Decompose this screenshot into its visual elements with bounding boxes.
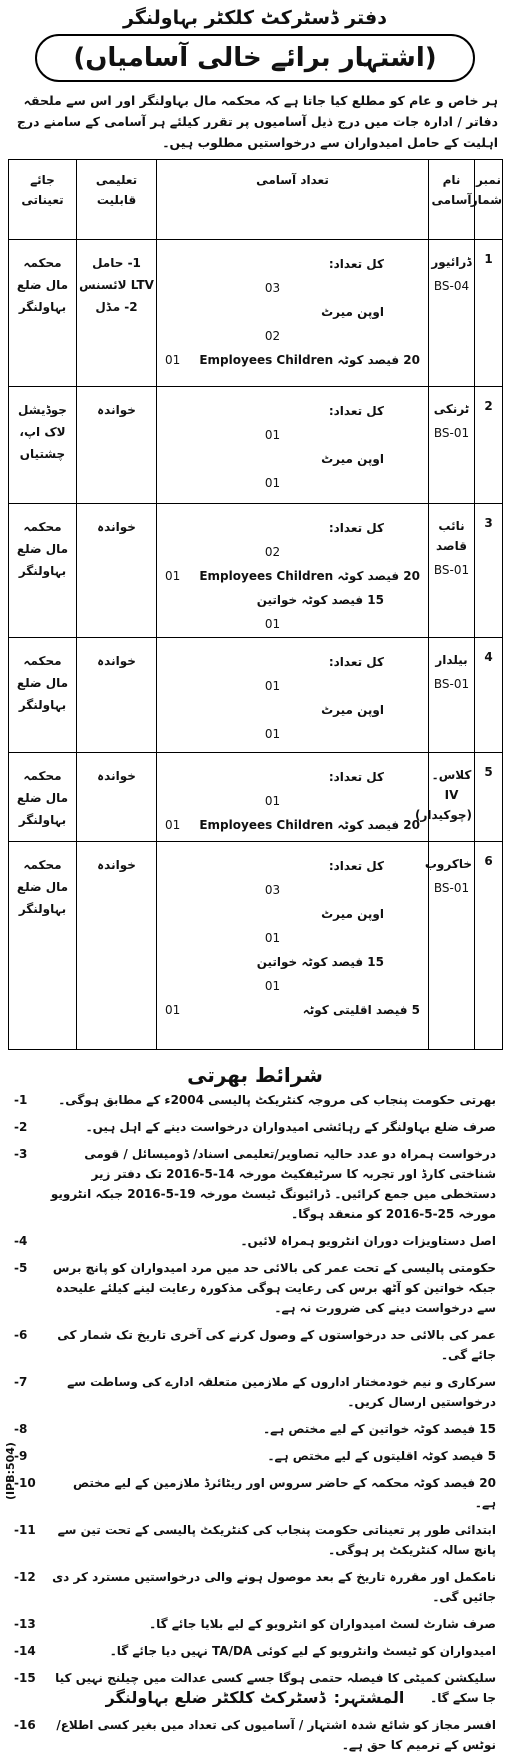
table-header-row [9,160,503,240]
row-qualification: 1- حامل LTV لائسنس 2- مڈل [77,240,157,387]
table-row [9,842,503,1050]
condition-number: -11 [14,1523,36,1537]
condition-number: -7 [14,1375,28,1389]
post-scale: BS-01 [433,677,470,691]
row-qualification: خواندہ [77,753,157,842]
post-title: ٹرنکی [433,402,470,416]
condition-text: 5 فیصد کوٹہ اقلیتوں کے لیے مختص ہے۔ [267,1449,496,1463]
condition-item [14,1473,496,1513]
row-qualification: خواندہ [77,842,157,1050]
count-quota-label: 5 فیصد اقلیتی کوٹہ [302,1003,420,1017]
count-total-value: 03 [264,883,281,897]
count-quota-row [165,998,420,1022]
row-posting-place: محکمہ مال ضلع بہاولنگر [9,753,77,842]
condition-number: -5 [14,1261,28,1275]
condition-item [14,1520,496,1560]
count-open-value: 02 [264,329,281,343]
condition-number: -14 [14,1644,36,1658]
count-open-row [165,902,420,926]
table-row [9,504,503,638]
conditions-list [8,1090,502,1755]
count-total-row [165,399,420,423]
header-qualification: تعلیمی قابلیت [77,160,157,240]
count-total-row [165,765,420,789]
condition-number: -12 [14,1570,36,1584]
advertiser-name: ڈسٹرکٹ کلکٹر ضلع بہاولنگر [105,1688,326,1707]
conditions-title: شرائط بھرتی [187,1063,323,1087]
count-open-label: اوپن میرٹ [321,305,384,319]
count-quota-value: 01 [165,818,181,832]
post-title: ڈرائیور [431,255,472,269]
post-scale: BS-04 [433,279,470,293]
condition-text: 15 فیصد کوٹہ خواتین کے لیے مختص ہے۔ [263,1422,496,1436]
row-post-count [157,240,429,387]
post-title: بیلدار [435,653,468,667]
count-total-row [165,854,420,878]
condition-number: -6 [14,1328,28,1342]
count-quota-value: 01 [264,617,281,631]
count-quota-label: 20 فیصد کوٹہ Employees Children [199,353,420,367]
condition-item [14,1446,496,1466]
count-quota-label: 15 فیصد کوٹہ خواتین [256,593,384,607]
condition-text: عمر کی بالائی حد درخواستوں کے وصول کرنے کی آخری تاریخ تک شمار کی جائے گی۔ [57,1328,496,1362]
count-total-row [165,252,420,276]
count-total-value: 01 [264,679,281,693]
condition-text: سرکاری و نیم خودمختار اداروں کے ملازمین متعلقہ ادارے کی وساطت سے درخواستیں ارسال کریں۔ [67,1375,496,1409]
count-quota-row [165,813,420,837]
count-open-value: 01 [264,727,281,741]
post-scale: BS-01 [433,426,470,440]
row-post-count [157,842,429,1050]
count-total-label: کل تعداد: [328,521,384,535]
condition-number: -4 [14,1234,28,1248]
count-quota-value: 01 [165,1003,181,1017]
condition-number: -2 [14,1120,28,1134]
condition-item [14,1567,496,1607]
advertiser-line [0,1684,510,1712]
vacancy-banner: (اشتہار برائے خالی آسامیاں) [35,34,475,82]
condition-number: -16 [14,1718,36,1732]
condition-item [14,1419,496,1439]
row-post-name [429,504,475,638]
condition-number: -15 [14,1671,36,1685]
post-scale: BS-01 [433,881,470,895]
count-total-value: 01 [264,428,281,442]
count-quota-row [165,588,420,612]
condition-item [14,1372,496,1412]
row-post-name [429,638,475,753]
table-row [9,387,503,504]
count-total-label: کل تعداد: [328,257,384,271]
condition-item [14,1641,496,1661]
count-open-value: 01 [264,931,281,945]
row-post-count [157,504,429,638]
count-total-value: 01 [264,794,281,808]
count-total-label: کل تعداد: [328,655,384,669]
row-post-name [429,240,475,387]
condition-item [14,1231,496,1251]
row-post-name [429,387,475,504]
post-title: خاکروب [424,857,472,871]
condition-text: نامکمل اور مقررہ تاریخ کے بعد موصول ہونے والی درخواستیں مسترد کر دی جائیں گی۔ [52,1570,496,1604]
condition-text: بھرتی حکومت پنجاب کی مروجہ کنٹریکٹ پالیسی 2004ء کے مطابق ہوگی۔ [58,1093,496,1107]
condition-text: درخواست ہمراہ دو عدد حالیہ تصاویر/تعلیمی اسناد/ ڈومیسائل / قومی شناختی کارڈ اور تجربہ کا سرٹیفکیٹ مورخہ 14-5-2016 تک دفتر زیر دستخطی میں جمع کرائیں۔ ڈرائیونگ ٹیسٹ مورخہ 19-5-2016 جبکہ انٹرویو مورخہ 25-5-2016 کو منعقد ہوگا۔ [50,1147,496,1221]
advertiser-label: المشتہر: [333,1688,405,1707]
row-sno: 4 [475,638,503,753]
row-post-count [157,387,429,504]
count-quota-label: 20 فیصد کوٹہ Employees Children [199,818,420,832]
condition-number: -10 [14,1476,36,1490]
row-posting-place: محکمہ مال ضلع بہاولنگر [9,638,77,753]
table-row [9,638,503,753]
row-sno: 6 [475,842,503,1050]
count-open-row [165,698,420,722]
count-quota-row [165,950,420,974]
condition-text: حکومتی پالیسی کے تحت عمر کی بالائی حد میں مرد امیدواران کو پانچ برس جبکہ خواتین کو آٹھ برس کی رعایت ہوگی مذکورہ رعایت لینے کیلئے علیحدہ سے درخواست دینے کی ضرورت نہ ہے۔ [52,1261,496,1315]
count-total-value: 02 [264,545,281,559]
condition-item [14,1614,496,1634]
row-posting-place: جوڈیشل لاک اپ، چشتیاں [9,387,77,504]
row-qualification: خواندہ [77,504,157,638]
count-open-label: اوپن میرٹ [321,703,384,717]
condition-text: سلیکشن کمیٹی کا فیصلہ حتمی ہوگا جسے کسی عدالت میں چیلنج نہیں کیا جا سکے گا۔ [55,1671,496,1705]
count-quota-value: 01 [165,353,181,367]
count-quota-row [165,348,420,372]
count-total-row [165,516,420,540]
condition-text: افسر مجاز کو شائع شدہ اشتہار / آسامیوں کی تعداد میں بغیر کسی اطلاع/نوٹس کے ترمیم کا حق ہے۔ [56,1718,496,1752]
row-posting-place: محکمہ مال ضلع بہاولنگر [9,504,77,638]
header-posting-place: جائے تعیناتی [9,160,77,240]
ipb-code: (IPB:504) [4,1442,17,1500]
count-quota-label: 20 فیصد کوٹہ Employees Children [199,569,420,583]
count-total-label: کل تعداد: [328,770,384,784]
row-post-count [157,753,429,842]
condition-text: امیدواران کو ٹیسٹ وانٹرویو کے لیے کوئی TA/DA نہیں دیا جائے گا۔ [109,1644,496,1658]
header-post-name: نام آسامی [429,160,475,240]
count-quota-label: 15 فیصد کوٹہ خواتین [256,955,384,969]
count-total-value: 03 [264,281,281,295]
row-post-name [415,753,475,842]
table-row [9,753,503,842]
vacancy-table [8,159,503,1050]
condition-item [14,1090,496,1110]
row-sno: 3 [475,504,503,638]
header-sno: نمبر شمار [475,160,503,240]
count-total-label: کل تعداد: [328,859,384,873]
row-sno: 5 [475,753,503,842]
table-row [9,240,503,387]
condition-item [14,1715,496,1755]
count-quota-value: 01 [165,569,181,583]
header-post-count: تعداد آسامی [157,160,429,240]
condition-text: ابتدائی طور پر تعیناتی حکومت پنجاب کی کنٹریکٹ پالیسی کے تحت تین سے پانچ سالہ کنٹریکٹ پر ہوگی۔ [57,1523,496,1557]
condition-item [14,1258,496,1318]
row-qualification: خواندہ [77,638,157,753]
post-scale: BS-01 [433,563,470,577]
row-posting-place: محکمہ مال ضلع بہاولنگر [9,842,77,1050]
condition-item [14,1144,496,1224]
condition-text: صرف ضلع بہاولنگر کے رہائشی امیدواران درخواست دینے کے اہل ہیں۔ [85,1120,496,1134]
count-quota-value: 01 [264,979,281,993]
condition-number: -1 [14,1093,28,1107]
condition-number: -8 [14,1422,28,1436]
condition-text: صرف شارٹ لسٹ امیدواران کو انٹرویو کے لیے بلایا جائے گا۔ [149,1617,496,1631]
row-post-count [157,638,429,753]
row-qualification: خواندہ [77,387,157,504]
condition-number: -13 [14,1617,36,1631]
condition-number: -9 [14,1449,28,1463]
count-open-value: 01 [264,476,281,490]
row-sno: 2 [475,387,503,504]
row-sno: 1 [475,240,503,387]
row-post-name [424,842,475,1050]
post-title: نائب قاصد [436,519,467,553]
condition-number: -3 [14,1147,28,1161]
condition-text: 20 فیصد کوٹہ محکمہ کے حاضر سروس اور ریٹائرڈ ملازمین کے لیے مختص ہے۔ [72,1476,496,1510]
condition-text: اصل دستاویزات دوران انٹرویو ہمراہ لائیں۔ [240,1234,496,1248]
count-open-label: اوپن میرٹ [321,907,384,921]
count-quota-row [165,564,420,588]
intro-text: ہر خاص و عام کو مطلع کیا جاتا ہے کہ محکمہ مال بہاولنگر اور اس سے ملحقہ دفاتر / ادارہ جات میں درج ذیل آسامیوں پر تقرر کیلئے ہر آسامی کے سامنے درج اہلیت کے حامل امیدواران سے درخواستیں مطلوب ہیں۔ [16,93,498,150]
count-open-label: اوپن میرٹ [321,452,384,466]
condition-item [14,1325,496,1365]
office-heading: دفتر ڈسٹرکٹ کلکٹر بہاولنگر [123,7,387,29]
post-title: کلاس۔ IV (چوکیدار) [415,768,472,822]
condition-item [14,1117,496,1137]
row-posting-place: محکمہ مال ضلع بہاولنگر [9,240,77,387]
count-total-row [165,650,420,674]
count-total-label: کل تعداد: [328,404,384,418]
count-open-row [165,447,420,471]
count-open-row [165,300,420,324]
